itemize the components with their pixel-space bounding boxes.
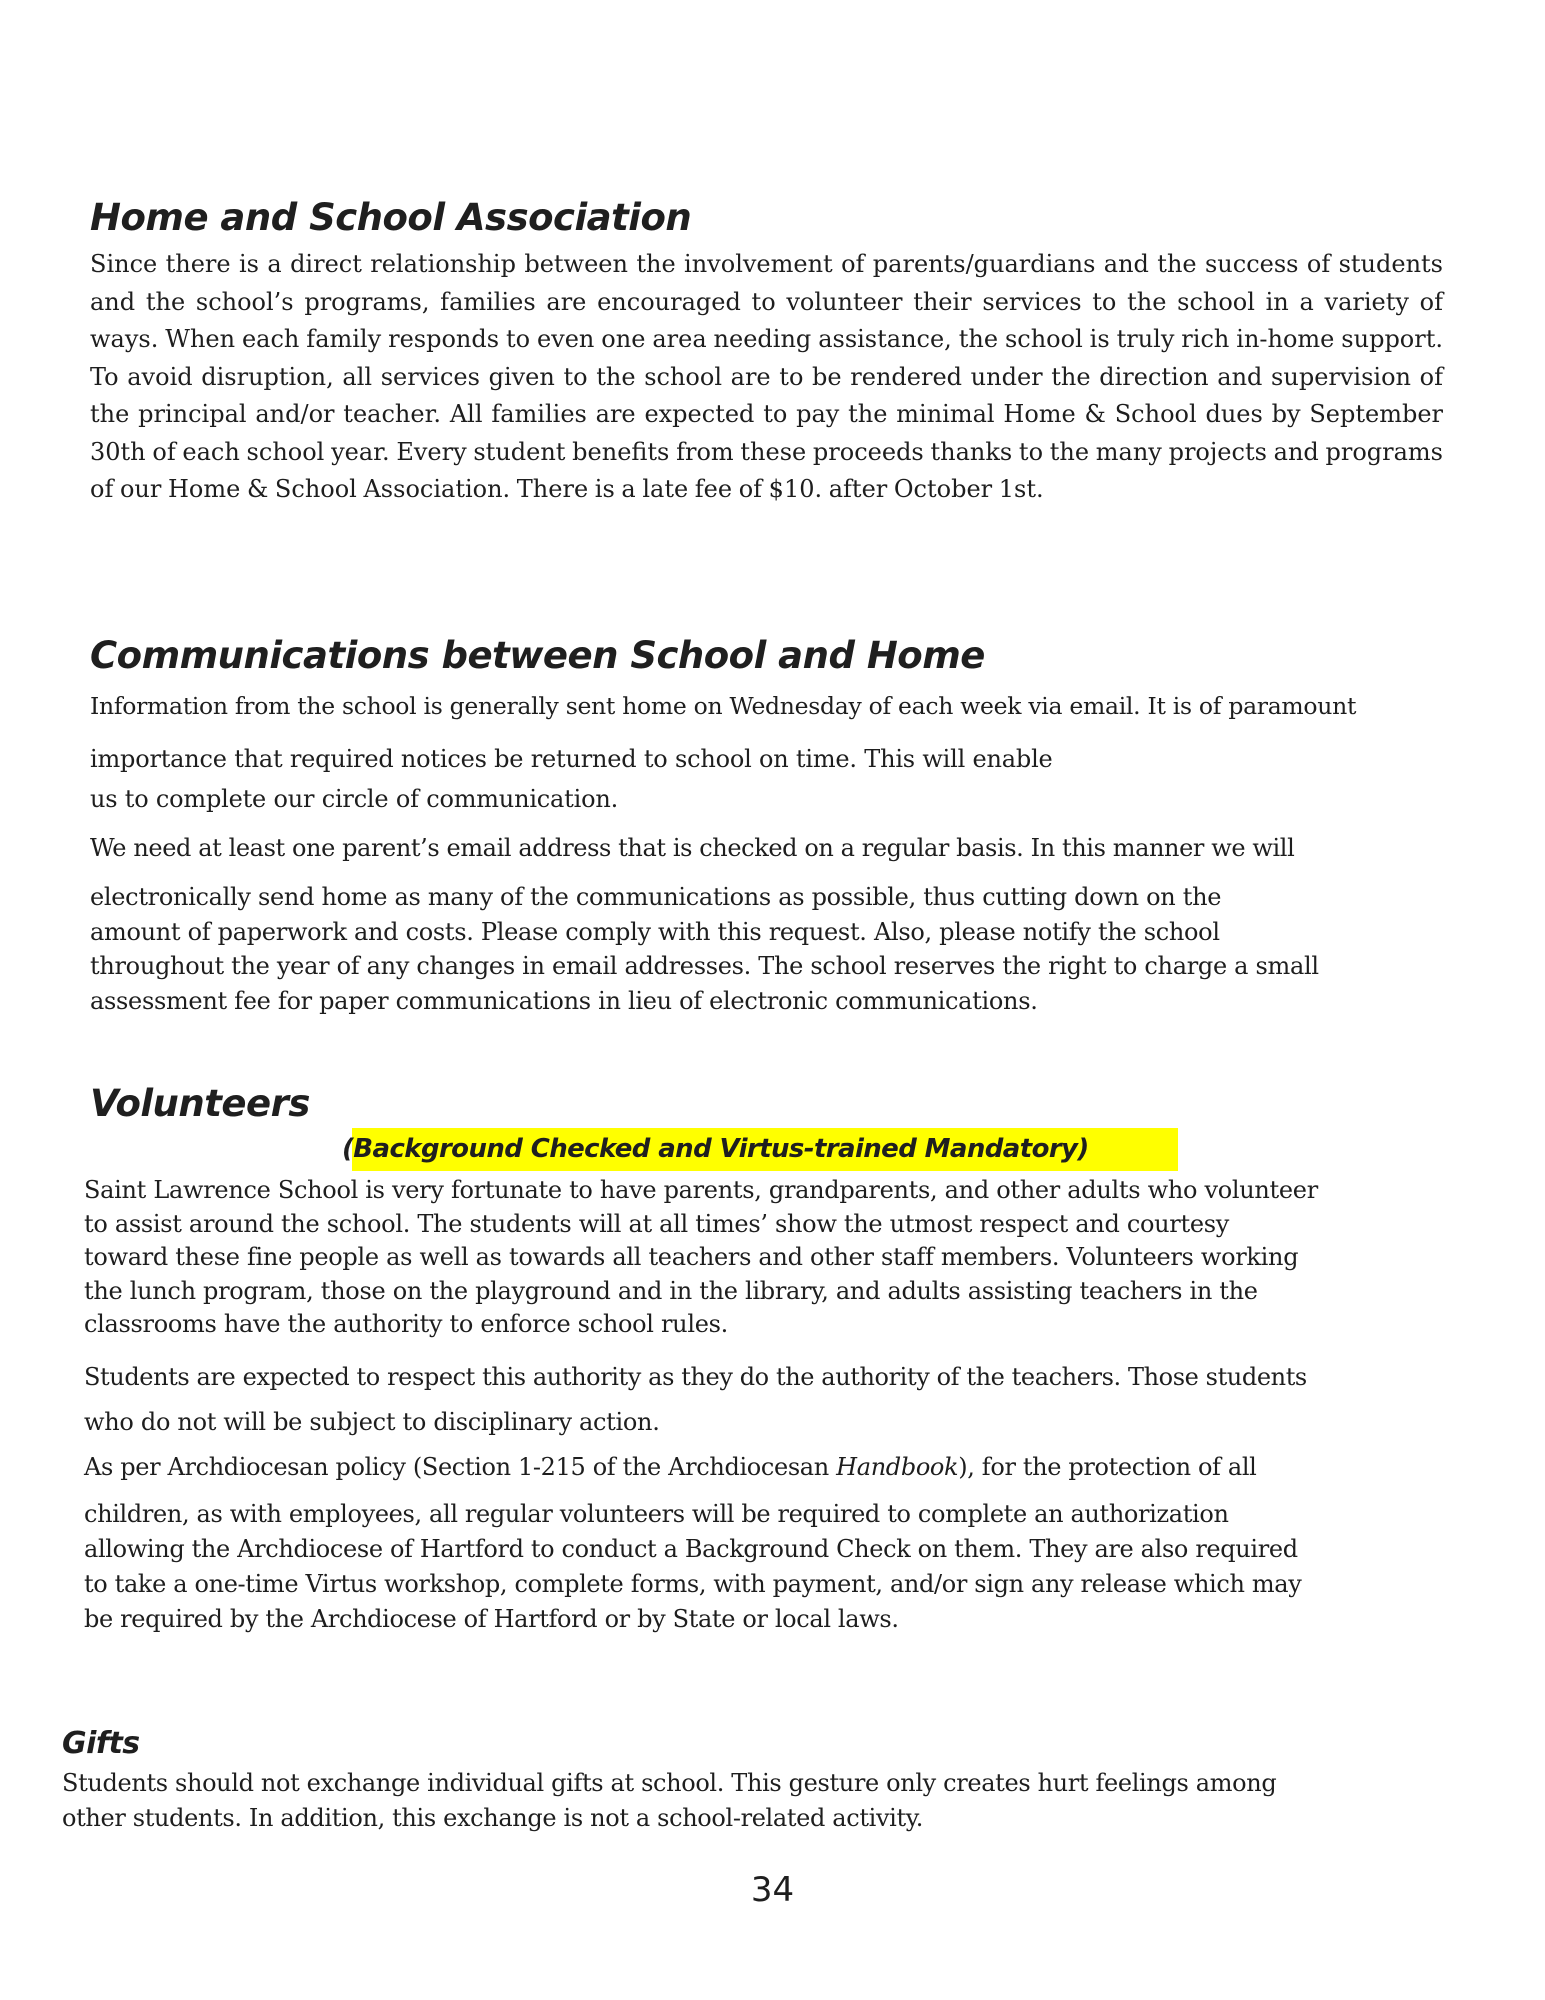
heading-gifts: Gifts — [62, 1726, 140, 1761]
volunteers-end-line: children, as with employees, all regular volunteers will be required to complete an authorization — [84, 1500, 1229, 1528]
volunteers-paragraph-end — [84, 1497, 1301, 1637]
policy-text-end: ), for the protection of all — [958, 1453, 1257, 1481]
heading-communications: Communications between School and Home — [90, 634, 985, 677]
gifts-paragraph — [62, 1766, 1276, 1836]
communications-paragraph-2 — [90, 880, 1319, 1018]
volunteers-end-line: allowing the Archdiocese of Hartford to conduct a Background Check on them. They are also required — [84, 1535, 1298, 1563]
communications-para2-line: assessment fee for paper communications in lieu of electronic communications. — [90, 986, 1038, 1015]
volunteers-paragraph-1 — [84, 1174, 1318, 1342]
volunteers-para1-line: the lunch program, those on the playground and in the library, and adults assisting teachers in the — [84, 1276, 1258, 1305]
volunteers-disciplinary-line: who do not will be subject to disciplinary action. — [84, 1408, 660, 1436]
volunteers-para1-line: toward these fine people as well as towards all teachers and other staff members. Volunteers working — [84, 1243, 1299, 1271]
heading-home-school: Home and School Association — [90, 196, 692, 239]
policy-handbook-italic: Handbook — [836, 1453, 959, 1481]
volunteers-policy-line — [84, 1453, 1256, 1481]
communications-para2-line: throughout the year of any changes in email addresses. The school reserves the right to charge a small — [90, 952, 1319, 980]
gifts-line: Students should not exchange individual gifts at school. This gesture only creates hurt feelings among — [62, 1769, 1277, 1797]
communications-para2-line: electronically send home as many of the communications as possible, thus cutting down on the — [90, 883, 1222, 911]
volunteers-end-line: be required by the Archdiocese of Hartford or by State or local laws. — [84, 1605, 899, 1633]
volunteers-para1-line: classrooms have the authority to enforce school rules. — [84, 1310, 728, 1338]
communications-line-1: Information from the school is generally sent home on Wednesday of each week via email. It is of paramount — [90, 692, 1357, 720]
policy-text-start: As per Archdiocesan policy (Section 1-215 of the Archdiocesan — [84, 1453, 837, 1481]
communications-para2-line: amount of paperwork and costs. Please comply with this request. Also, please notify the school — [90, 917, 1220, 946]
communications-line-3: us to complete our circle of communication. — [90, 785, 619, 813]
page-number: 34 — [750, 1870, 795, 1910]
volunteers-subheading: (Background Checked and Virtus-trained Mandatory) — [342, 1134, 1089, 1164]
home-school-body: Since there is a direct relationship between the involvement of parents/guardians and the success of students and the school’s programs, families are encouraged to volunteer their services to the school in a variety of ways. When each family responds to even one area needing assistance, the school is truly rich in-home support. To avoid disruption, all services given to the school are to be rendered under the direction and supervision of the principal and/or teacher. All families are expected to pay the minimal Home & School dues by September 30th of each school year. Every student benefits from these proceeds thanks to the many projects and programs of our Home & School Association. There is a late fee of $10. after October 1st. — [90, 250, 1443, 503]
communications-line-2: importance that required notices be returned to school on time. This will enable — [90, 745, 1053, 773]
volunteers-para1-line: to assist around the school. The students will at all times’ show the utmost respect and courtesy — [84, 1209, 1230, 1238]
communications-line-4: We need at least one parent’s email address that is checked on a regular basis. In this manner we will — [90, 834, 1295, 862]
volunteers-students-line: Students are expected to respect this authority as they do the authority of the teachers. Those students — [84, 1363, 1307, 1391]
volunteers-para1-line: Saint Lawrence School is very fortunate to have parents, grandparents, and other adults who volunteer — [84, 1176, 1318, 1204]
gifts-line: other students. In addition, this exchange is not a school-related activity. — [62, 1804, 924, 1832]
volunteers-end-line: to take a one-time Virtus workshop, complete forms, with payment, and/or sign any release which may — [84, 1570, 1302, 1598]
heading-volunteers: Volunteers — [90, 1082, 310, 1125]
